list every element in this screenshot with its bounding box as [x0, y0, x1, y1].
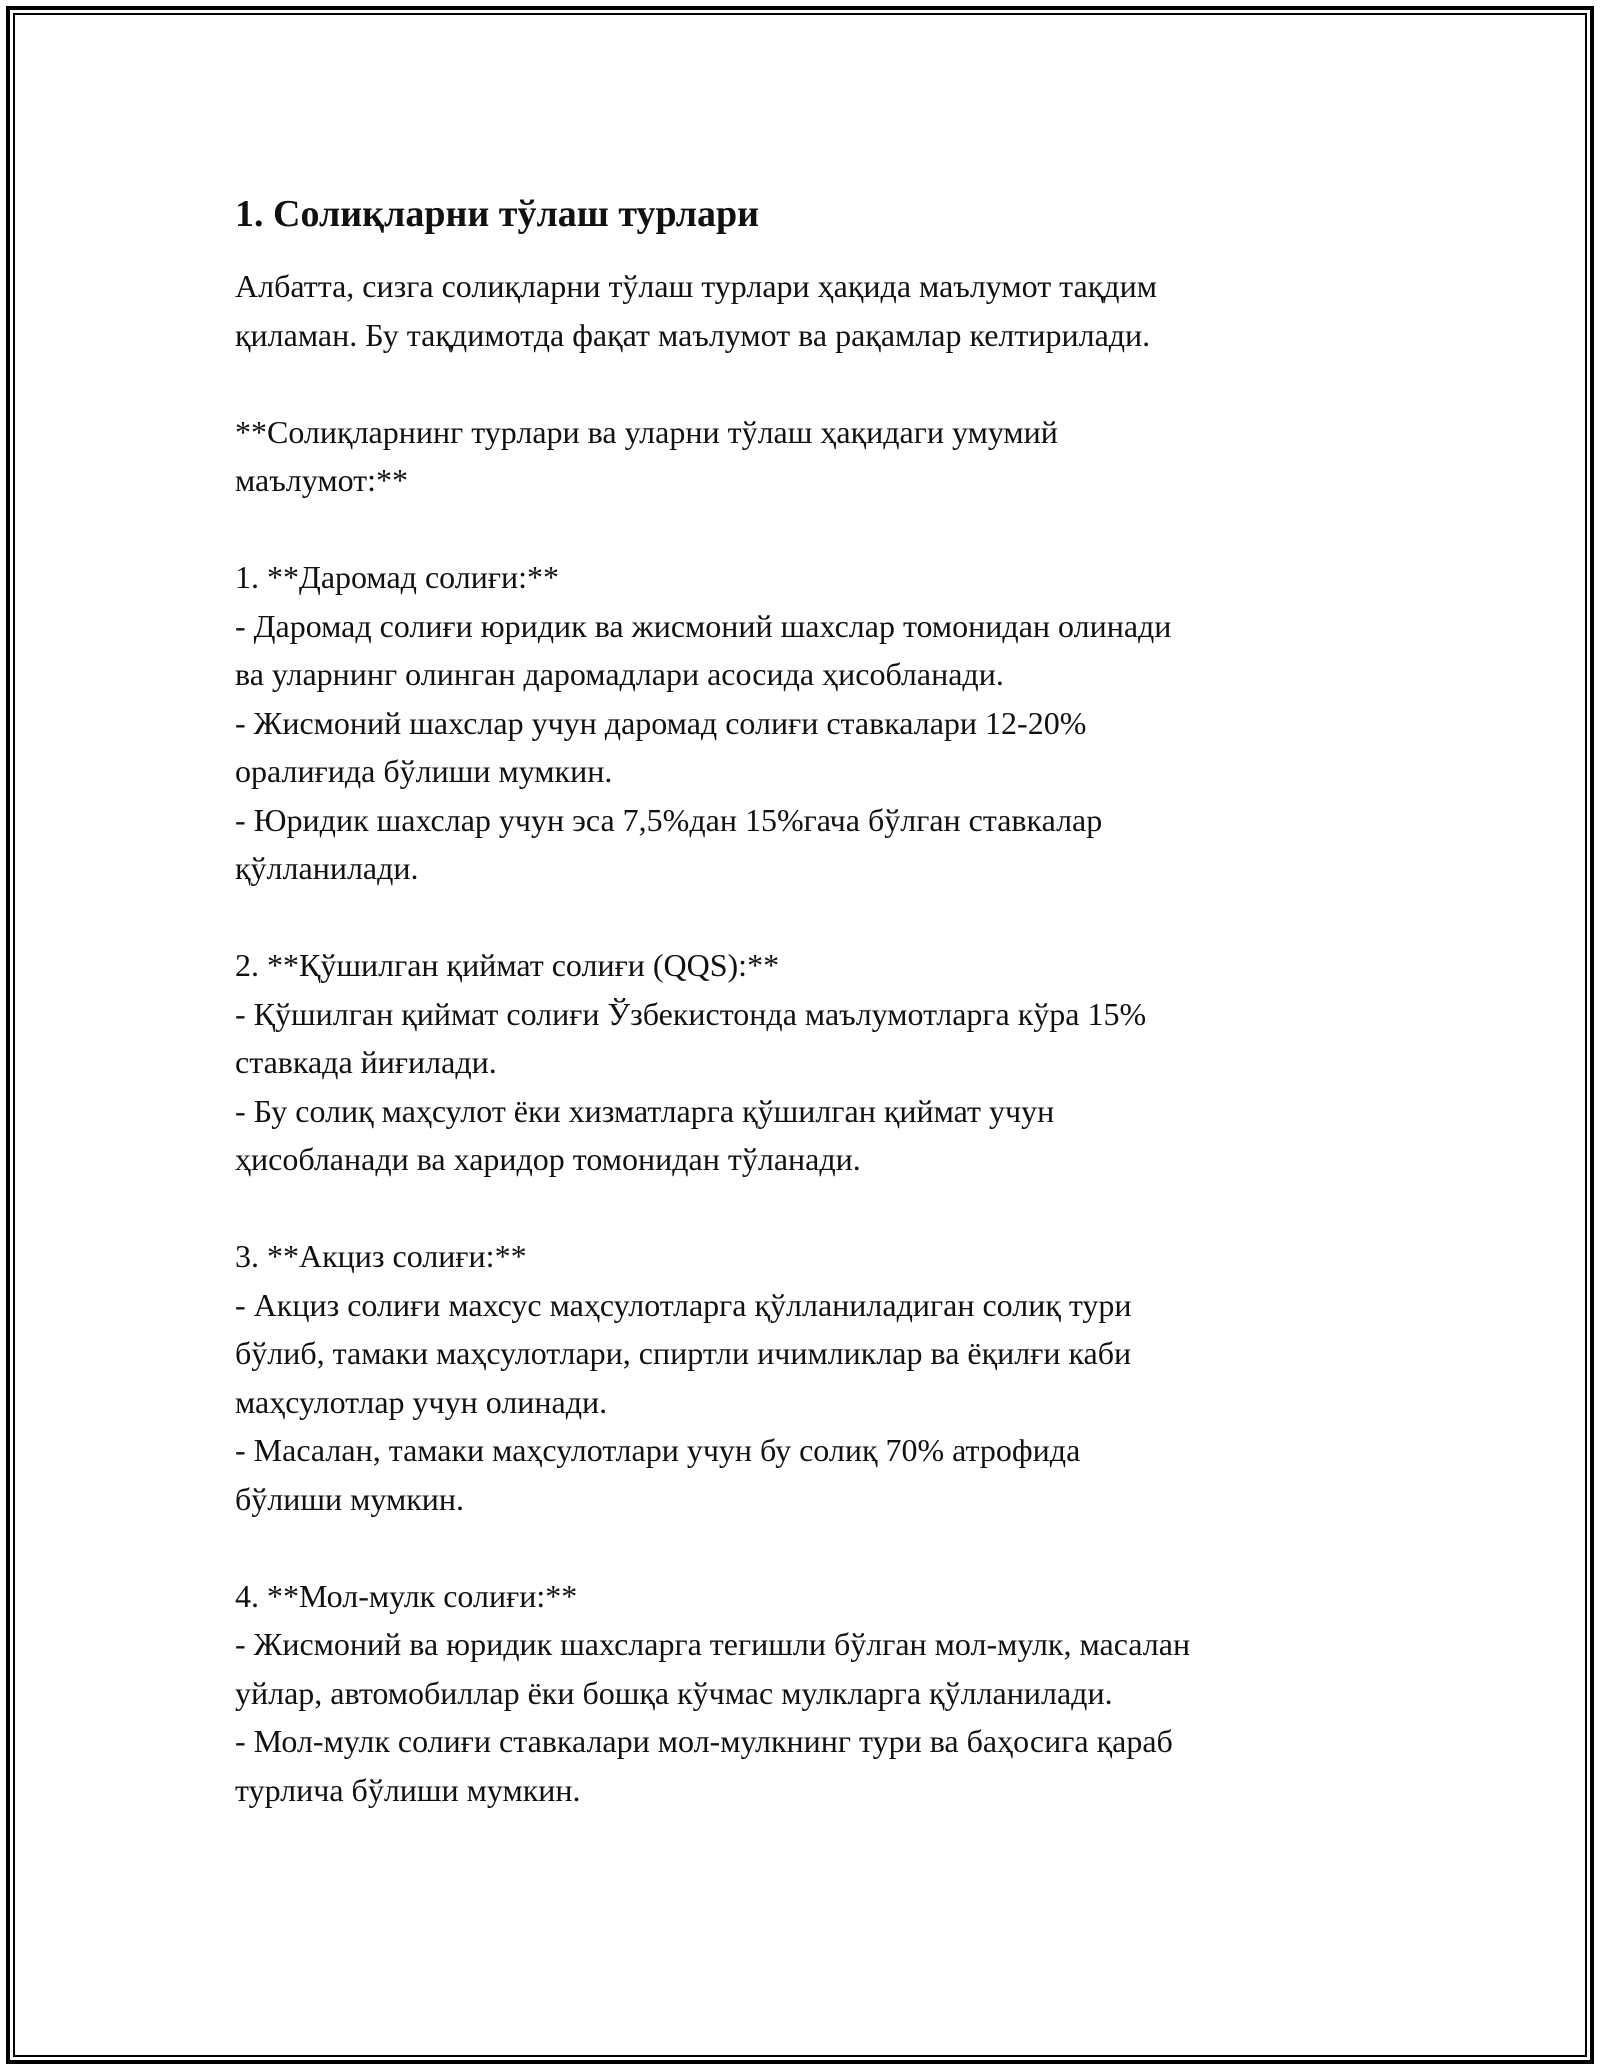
section-income-tax: 1. **Даромад солиғи:** - Даромад солиғи юридик ва жисмоний шахслар томонидан олинади ва уларнинг олинган даромадлари асосида ҳисобланади. - Жисмоний шахслар учун даромад солиғи ставкалари 12-20% оралиғида бўлиши мумкин. - Юридик шахслар учун эса 7,5%дан 15%гача бўлган ставкалар қўлланилади.	[235, 559, 1172, 886]
section-property-tax: 4. **Мол-мулк солиғи:** - Жисмоний ва юридик шахсларга тегишли бўлган мол-мулк, масалан уйлар, автомобиллар ёки бошқа кўчмас мулкларга қўлланилади. - Мол-мулк солиғи ставкалари мол-мулкнинг тури ва баҳосига қараб турлича бўлиши мумкин.	[235, 1577, 1191, 1808]
document-title: 1. Солиқларни тўлаш турлари	[235, 193, 760, 235]
section-vat: 2. **Қўшилган қиймат солиғи (QQS):** - Қўшилган қиймат солиғи Ўзбекистонда маълумотларга кўра 15% ставкада йиғилади. - Бу солиқ маҳсулот ёки хизматларга қўшилган қиймат учун ҳисобланади ва харидор томонидан тўланади.	[235, 947, 1147, 1177]
overview-heading: **Солиқларнинг турлари ва уларни тўлаш ҳақидаги умумий маълумот:**	[235, 413, 1058, 498]
intro-paragraph: Албатта, сизга солиқларни тўлаш турлари ҳақида маълумот тақдим қиламан. Бу тақдимотда фақат маълумот ва рақамлар келтирилади.	[235, 268, 1157, 353]
document-body	[235, 186, 1395, 1814]
section-excise-tax: 3. **Акциз солиғи:** - Акциз солиғи махсус маҳсулотларга қўлланиладиган солиқ тури бўлиб, тамаки маҳсулотлари, спиртли ичимликлар ва ёқилғи каби маҳсулотлар учун олинади. - Масалан, тамаки маҳсулотлари учун бу солиқ 70% атрофида бўлиши мумкин.	[235, 1238, 1132, 1517]
